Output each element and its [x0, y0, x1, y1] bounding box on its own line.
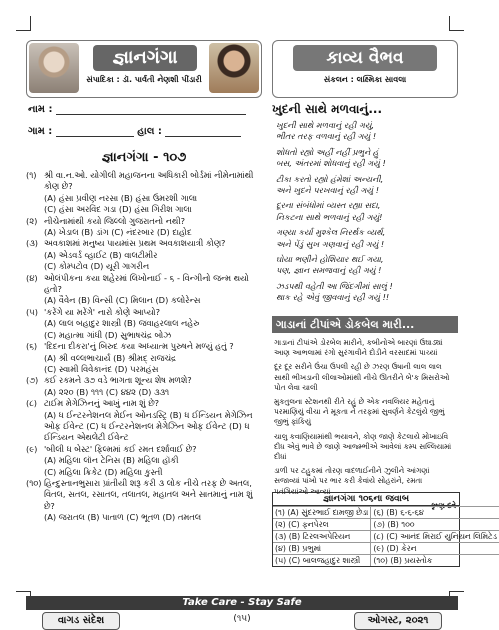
crop-mark [16, 16, 31, 31]
poem-line: ટીકા કરતો રહ્યો હંમેશાં અન્યની, [276, 173, 384, 184]
poem-stanza [276, 120, 456, 143]
village-field [28, 126, 241, 137]
story-title: ગાડાનાં ટીપાંએ ડોકબેલ મારી... [272, 316, 458, 333]
poem-line: ભીતર તરફ વળવાનું રહી ગયું ! [276, 131, 377, 142]
magazine-page [26, 40, 497, 626]
answer-row [273, 555, 499, 567]
question-text: હિન્દુસ્તાનભુસારા પ્રાંતીયી શરૂ કરી ૩ લોક નીચે તરફ છે અતલ, વિતલ, સતલ, રસાતલ, તલાતલ, મહાતલ અને સાતમાનું નામ શું છે? [44, 477, 253, 511]
question-number: (૪) [26, 272, 38, 283]
question-text: ટાઈમ મેગેઝિનનું આખું નામ શું છે? [44, 398, 160, 409]
question-text: 'દિદના દીકરા'નું બિરુદ કયા અધ્યાત્મ પુરુષને મળ્યું હતું ? [44, 341, 234, 352]
question-options: (A) એડવર્ડ વ્હાઈટ (B) વાલટીમીર [44, 249, 158, 260]
emblem-image [29, 43, 79, 93]
banner-editor: સંપાદિકા : ડૉ. પાર્વતી નેણશી પીંડારી [86, 75, 202, 84]
question-text: નીચેનામાંથી કયો જિલ્લો ગુજરાતનો નથી? [44, 215, 186, 226]
question-options: (A) લાલ બહાદુર શાસ્ત્રી (B) જવાહરલાલ નહેરુ [44, 318, 200, 329]
banner-editor: સંકલન : લક્ષ્મિકા સાવલા [323, 75, 407, 84]
answer-cell: (૩) (B) ટિરલઅપેરિયન [273, 531, 371, 543]
answer-cell: (૧૦) (B) પ્રયસ્તોક [371, 555, 499, 567]
question-text: 'કરેંગે યા મરેંગે' નારો કોણે આપ્યો? [44, 306, 161, 317]
question-options: (C) મહિલા ક્રિકેટ (D) મહિલા કુસ્તી [44, 466, 163, 477]
question-options: (A) ધ ઈન્ટરનેશનલ મેઈન ઓનડસ્ટ્રિ (B) ધ ઈન્ડિયન મેગેઝિન ઓફ ઈવેન્ટ (C) ધ ઈન્ટરનેશનલ મેગેઝિન ઓફ ઈવેન્ટ (D) ધ ઈન્ડિયન એથલેટી ઈવેન્ટ [44, 409, 253, 443]
quiz-question [26, 216, 262, 227]
page-number: (૧૫) [233, 614, 251, 624]
quiz-question [26, 238, 262, 249]
poem-line: અને ખુદને પરખવાનું રહી ગયું ! [276, 185, 380, 196]
poem-title: ખુદની સાથે મળવાનું... [272, 102, 383, 116]
answers-box [272, 492, 497, 567]
answer-cell: (૪) (B) પ્રભુમાં [273, 543, 371, 555]
question-number: (૩) [26, 238, 38, 249]
gyanganga-banner [26, 40, 262, 98]
question-options: (A) મહિલા લૉન ટેનિસ (B) મહિલા હૉકી [44, 455, 179, 466]
question-number: (૫) [26, 306, 38, 317]
answer-cell: (૯) (D) કેરન [371, 543, 499, 555]
question-options: (A) ૨૨૦ (B) ૧૧૧ (C) ૪૪૨ (D) ૩૩૧ [44, 386, 170, 397]
question-number: (૭) [26, 375, 39, 386]
taluka-label: હાલ : [137, 126, 162, 137]
question-number: (૬) [26, 341, 38, 352]
quiz-question [26, 307, 262, 318]
name-line [56, 104, 246, 115]
story-paragraph: મુકતુલના સ્ટેશનથી રીતે રહું છે એક નવલિયર મહેતાનું પરમાણિયું વીચા ને મૂકતા ને તરફમાં સુવર્ણને કેટલુંયે જીભું જીભું ફાંકિયું [274, 397, 445, 427]
question-text: કઈ રકમને ૩૭ વડે ભાગતા શૂન્ય શેષ મળશે? [44, 375, 192, 386]
name-label: નામ : [28, 104, 53, 115]
poem-line: શોધતો રહ્યો અહીં નહીં પ્રભુને હું [276, 146, 379, 157]
poem-line: ગણ્યા કર્યા મુશ્કેલ નિરર્થક વ્યર્થ, [276, 227, 386, 238]
question-options: (C) સ્વામી વિવેકાનંદ (D) પરમહંસ [44, 363, 159, 374]
poem-line: થાક રહે એવું જીવવાનું રહી ગયું !! [276, 292, 390, 303]
question-options: (A) શ્રી વલ્લભાચાર્ય (B) શ્રીમદ્ રાજચંદ્ર [44, 352, 176, 363]
magazine-name: વાગડ સંદેશ [42, 612, 120, 630]
tagline-bar: Take Care - Stay Safe [26, 596, 458, 610]
gyanganga-column [26, 40, 262, 523]
question-text: ઓલંપીકના કયા શહેરમાં લિખોનાઈ - ૬ - વિન્ગીનો જન્મ થયો હતો? [44, 272, 249, 295]
crop-mark [449, 16, 464, 31]
poem-line: પણ, જ્ઞાન સમજવાનું રહી ગયું ! [276, 265, 382, 276]
poem-stanza [276, 281, 456, 304]
quiz-question [26, 478, 262, 512]
poem-line: અને પેંડું સુખ ગણવાનું રહી ગયું ! [276, 238, 385, 249]
kavya-column [272, 40, 497, 565]
question-options: (A) હંસા પ્રવીણ નરસા (B) હંસા ઉમરશી ગાલા [44, 192, 198, 203]
question-options: (A) ખેડાલ (B) ડાંગ (C) નંદરબાર (D) દાહોદ [44, 227, 192, 238]
question-options: (C) કોમ્પટોવ (D) યૂરી ગાગરીન [44, 261, 150, 272]
answer-row [273, 543, 499, 555]
answer-row [273, 519, 499, 531]
poem-line: ઝડપથી વહેતી આ જિંદગીમાં સાલું ! [276, 280, 393, 291]
question-text: અવકાશમાં મનુષ્ય પાયમાંસ પ્રથમ અવકાશયાત્રી કોણ? [44, 238, 226, 249]
story-paragraph: ડાળી પર ટહુકમાં તોરણ વાદળાઈનીને ઝુલીને આંગણાં સજાવ્યાં પાંખો પર ભાર કરી કેવાંયે સોહરાંને, રમતા પતંગિયાંઓ આવ્યાં [274, 466, 430, 496]
question-options: (A) વૈવેન (B) વિન્સી (C) મિલાન (D) કલોરેન્સ [44, 295, 201, 306]
poem-line: નિકટના સાથે ભળવાનું રહી ગયું! [276, 211, 383, 222]
quiz-question [26, 398, 262, 409]
quiz-questions [26, 170, 262, 524]
question-options: (C) હંસા અરવિંદ ગડા (D) હંસા ગિરીશ ગાલા [44, 204, 192, 215]
story-author: - કૃષ્ણ દવે [424, 500, 456, 510]
story-paragraph: ચાલુ કવાણિયામાંથી ભયાવને, કોણ જાણે કેટલાયે મોખાઇવિ દીધ એવું ભાવે છે જાણે આજ્મ્ભીએ આવેલાં કમ્પ સલ્લિયામાં દીધાં [274, 431, 452, 462]
quiz-question [26, 273, 262, 296]
poem-body [276, 120, 456, 308]
answers-title: જ્ઞાનગંગા ૧૦૬ના જવાબ [273, 493, 459, 506]
story-body [274, 338, 456, 511]
answer-row [273, 531, 499, 543]
question-number: (૧) [26, 170, 37, 180]
taluka-line [165, 126, 241, 137]
answer-cell: (૮) (C) આનંદ મિરાઈ યુનિયન લિમિટેડ [371, 531, 499, 543]
question-text: 'બીલી ધ બેસ્ટ' ફિલ્મમાં કઈ રમત દર્શાવાઈ છે? [44, 443, 197, 454]
poem-stanza [276, 174, 456, 197]
poem-line: ઘોયા ભણીને હોશિયાર થઈ ગયા, [276, 254, 384, 265]
story-paragraph: દૂર દૂર સરીને ઉંચા ઉપલી રહી છે ઝરણ ઉષાની લાલ લાલ સાથી ભીખડાની લીલાઓમાંથી નીચે ઊતરીને બે'ક મિસરોઓ પોત લેવા ચાલી [274, 362, 450, 392]
village-label: ગામ : [28, 126, 53, 137]
poem-line: બસ, અંતરમાં શોધવાનું રહી ગયું ! [276, 158, 386, 169]
question-number: (૯) [26, 443, 38, 454]
poem-line: ખુદની સાથે મળવાનું રહી ગયું, [276, 120, 375, 130]
answer-cell: (૫) (C) બાલજહાદુર શાસ્ત્રી [273, 555, 371, 567]
issue-date: ઓગસ્ટ, ૨૦૨૧ [354, 612, 442, 630]
question-number: (૨) [26, 215, 38, 226]
name-field [28, 104, 246, 115]
quiz-question [26, 170, 262, 193]
poem-line: દૂરના સંબંધોમાં વ્યસ્ત રહ્યા સદા, [276, 200, 381, 211]
quiz-question [26, 375, 262, 386]
answer-cell: (૨) (C) ફનપેરલ [273, 519, 371, 531]
poem-stanza [276, 227, 456, 250]
answer-cell: (૭) (B) ૧૦૦ [371, 519, 499, 531]
question-number: (૧૦) [26, 477, 42, 488]
question-text: શ્રી વા.ન.ઓ. યોગીલી મહાજનના અધિકારી બોર્ડમાં નીમેનામાંથી કોણ છે? [44, 170, 254, 192]
poem-stanza [276, 200, 456, 223]
answer-cell: (૧) (A) સુંદરભાઈ દામજી છેડા [273, 507, 371, 519]
editor-photo [209, 43, 259, 93]
story-paragraph: ગાડાનાં ટીપાંએ ડોરબેલ મારીને, કબીનોએ બારણાં ઉઘાડ્યાં આણ આભલામાં રંગો સુરંગાવીને દોડીને વરસાદમાં પાચ્યાં [274, 338, 443, 358]
banner-title: કાવ્ય વૈભવ [293, 45, 437, 71]
quiz-question [26, 341, 262, 352]
question-options: (C) મહાત્મા ગાંધી (D) સુભાષચંદ્ર બોઝ [44, 329, 172, 340]
quiz-title: જ્ઞાનગંગા - ૧૦૭ [101, 150, 187, 165]
answer-row [273, 507, 499, 519]
question-options: (A) જરાતલ (B) પાતાળ (C) ભૂતળ (D) તમતલ [44, 512, 202, 523]
banner-title: જ્ઞાનગંગા [93, 45, 197, 71]
village-line [56, 126, 134, 137]
kavya-banner [272, 40, 458, 98]
answer-cell: (૬) (B) ૬-૬-૬૪ [371, 507, 499, 519]
question-number: (૮) [26, 398, 38, 409]
poem-stanza [276, 147, 456, 170]
poem-stanza [276, 254, 456, 277]
quiz-question [26, 444, 262, 455]
